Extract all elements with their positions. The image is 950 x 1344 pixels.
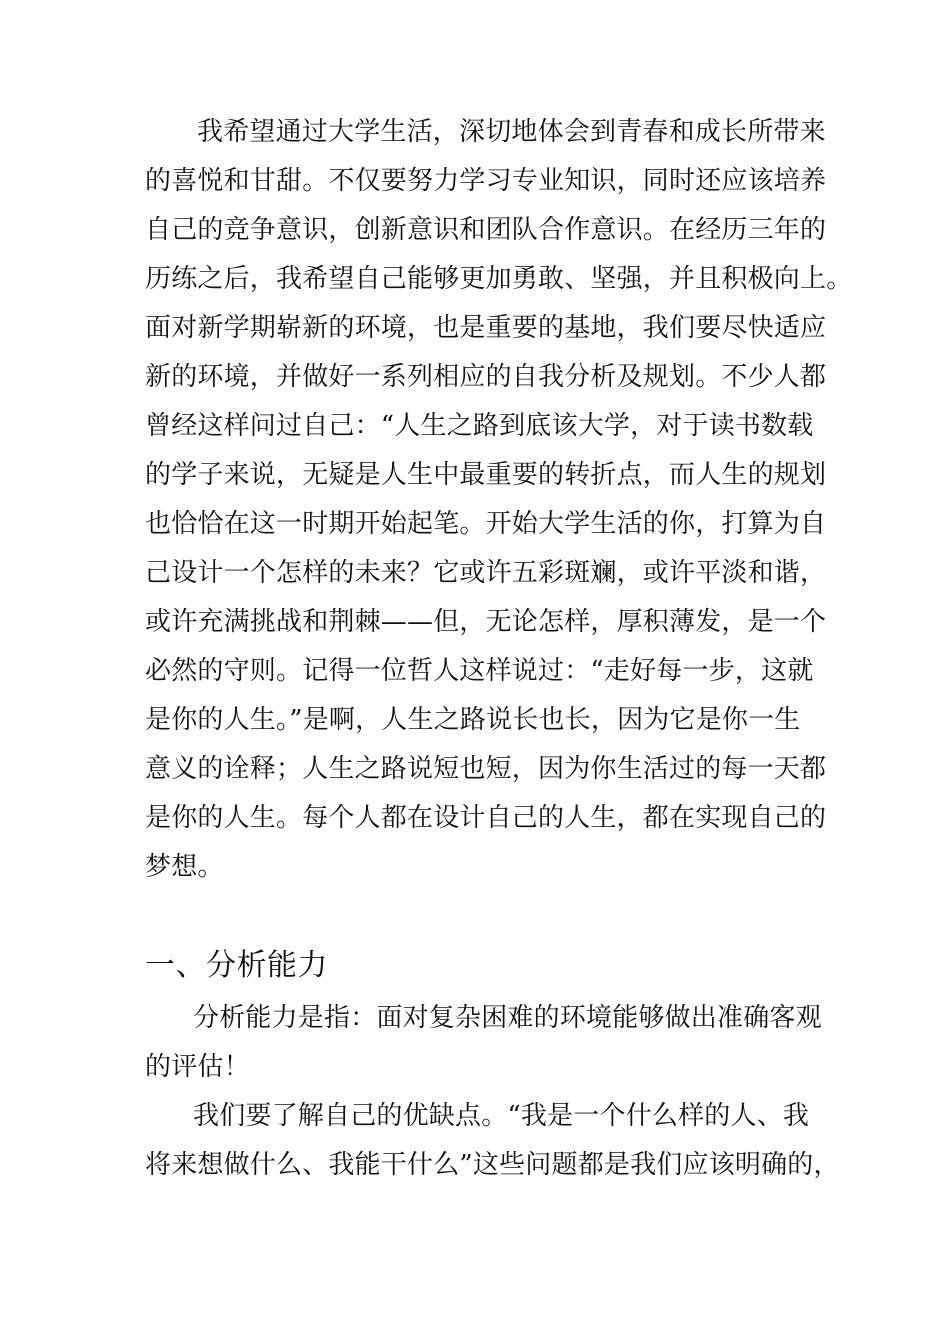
text-line: 我希望通过大学生活，深切地体会到青春和成长所带来: [197, 117, 826, 147]
text-line: 或许充满挑战和荆棘——但，无论怎样，厚积薄发，是一个: [145, 607, 827, 637]
document-body: [145, 108, 853, 1190]
text-line: 分析能力是指：面对复杂困难的环境能够做出准确客观: [193, 1003, 822, 1033]
text-line: 梦想。: [145, 852, 224, 882]
text-line: 己设计一个怎样的未来？它或许五彩斑斓，或许平淡和谐，: [145, 558, 827, 588]
self-knowledge-paragraph: [145, 1092, 840, 1190]
text-line: 也恰恰在这一时期开始起笔。开始大学生活的你，打算为自: [145, 509, 827, 539]
spacer: [145, 892, 810, 938]
text-line: 是你的人生。每个人都在设计自己的人生，都在实现自己的: [145, 803, 827, 833]
text-line: 是你的人生。”是啊，人生之路说长也长，因为它是你一生: [145, 705, 801, 735]
text-line: 的评估！: [145, 1052, 250, 1082]
text-line: 自己的竞争意识，创新意识和团队合作意识。在经历三年的: [145, 215, 827, 245]
text-line: 的喜悦和甘甜。不仅要努力学习专业知识，同时还应该培养: [145, 166, 827, 196]
text-line: 面对新学期崭新的环境，也是重要的基地，我们要尽快适应: [145, 313, 827, 343]
text-line: 意义的诠释；人生之路说短也短，因为你生活过的每一天都: [145, 754, 827, 784]
text-line: 必然的守则。记得一位哲人这样说过：“走好每一步，这就: [145, 656, 814, 686]
intro-paragraph: [145, 108, 853, 892]
text-line: 的学子来说，无疑是人生中最重要的转折点，而人生的规划: [145, 460, 827, 490]
text-line: 我们要了解自己的优缺点。“我是一个什么样的人、我: [193, 1101, 810, 1131]
analysis-definition-paragraph: [145, 994, 822, 1092]
section-heading: 一、分析能力: [145, 948, 328, 983]
text-line: 曾经这样问过自己：“人生之路到底该大学，对于读书数载: [145, 411, 814, 441]
text-line: 历练之后，我希望自己能够更加勇敢、坚强，并且积极向上。: [145, 264, 853, 294]
text-line: 新的环境，并做好一系列相应的自我分析及规划。不少人都: [145, 362, 827, 392]
text-line: 将来想做什么、我能干什么”这些问题都是我们应该明确的，: [145, 1150, 840, 1180]
